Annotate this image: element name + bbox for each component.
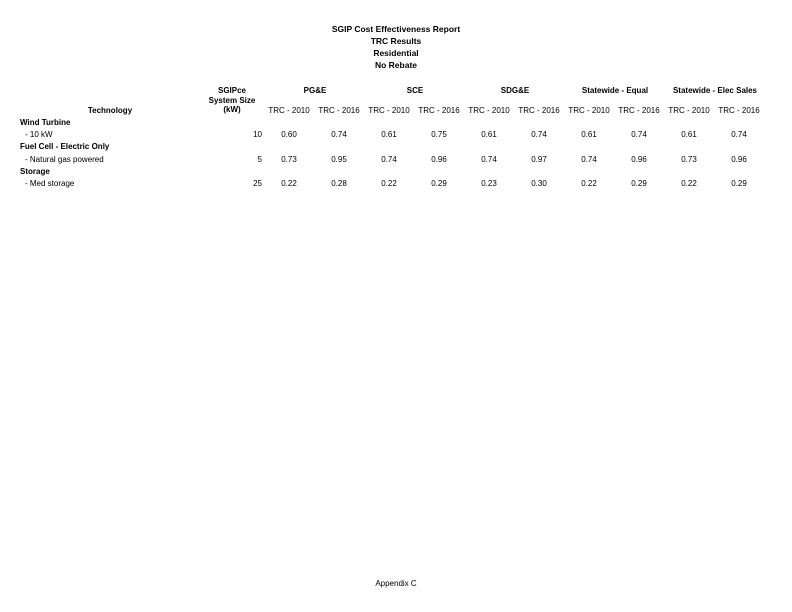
value-cell: 0.73 bbox=[281, 155, 297, 164]
item-med-storage: - Med storage bbox=[25, 179, 75, 188]
value-cell: 0.23 bbox=[481, 179, 497, 188]
value-cell: 0.28 bbox=[331, 179, 347, 188]
value-cell: 0.74 bbox=[631, 130, 647, 139]
item-10kw: - 10 kW bbox=[25, 130, 53, 139]
category-fuel-cell: Fuel Cell - Electric Only bbox=[20, 142, 110, 151]
page-footer: Appendix C bbox=[375, 579, 417, 588]
value-cell: 0.29 bbox=[731, 179, 747, 188]
value-cell: 0.96 bbox=[631, 155, 647, 164]
col-header-elec-2010: TRC - 2010 bbox=[668, 106, 710, 115]
value-cell: 0.61 bbox=[681, 130, 697, 139]
value-cell: 0.74 bbox=[531, 130, 547, 139]
value-cell: 0.74 bbox=[481, 155, 497, 164]
report-subtitle: TRC Results bbox=[370, 36, 422, 46]
value-cell: 0.61 bbox=[481, 130, 497, 139]
report-title-block bbox=[0, 23, 792, 71]
value-cell: 0.96 bbox=[431, 155, 447, 164]
value-cell: 0.61 bbox=[381, 130, 397, 139]
size-header-line-1: SGIPce bbox=[217, 86, 246, 95]
group-header-pge: PG&E bbox=[303, 86, 327, 95]
group-header-statewide-elec-sales: Statewide - Elec Sales bbox=[672, 86, 758, 95]
group-header-sdge: SDG&E bbox=[500, 86, 530, 95]
value-cell: 0.74 bbox=[581, 155, 597, 164]
category-wind-turbine: Wind Turbine bbox=[20, 118, 71, 127]
value-cell: 0.97 bbox=[531, 155, 547, 164]
value-cell: 0.73 bbox=[681, 155, 697, 164]
col-header-equal-2016: TRC - 2016 bbox=[618, 106, 660, 115]
col-header-equal-2010: TRC - 2010 bbox=[568, 106, 610, 115]
item-natural-gas: - Natural gas powered bbox=[25, 155, 104, 164]
technology-header: Technology bbox=[87, 106, 133, 115]
group-header-sce: SCE bbox=[406, 86, 424, 95]
size-header-line-3: (kW) bbox=[223, 105, 241, 114]
size-header bbox=[200, 86, 264, 115]
size-cell: 5 bbox=[257, 155, 262, 164]
category-storage: Storage bbox=[20, 167, 50, 176]
report-scenario: No Rebate bbox=[374, 60, 418, 70]
value-cell: 0.95 bbox=[331, 155, 347, 164]
value-cell: 0.61 bbox=[581, 130, 597, 139]
col-header-sce-2016: TRC - 2016 bbox=[418, 106, 460, 115]
value-cell: 0.22 bbox=[681, 179, 697, 188]
size-cell: 25 bbox=[253, 179, 262, 188]
col-header-sdge-2010: TRC - 2010 bbox=[468, 106, 510, 115]
value-cell: 0.29 bbox=[431, 179, 447, 188]
value-cell: 0.74 bbox=[381, 155, 397, 164]
value-cell: 0.22 bbox=[581, 179, 597, 188]
size-cell: 10 bbox=[253, 130, 262, 139]
col-header-pge-2010: TRC - 2010 bbox=[268, 106, 310, 115]
value-cell: 0.29 bbox=[631, 179, 647, 188]
col-header-sdge-2016: TRC - 2016 bbox=[518, 106, 560, 115]
group-header-statewide-equal: Statewide - Equal bbox=[581, 86, 649, 95]
size-header-line-2: System Size bbox=[208, 95, 256, 105]
col-header-elec-2016: TRC - 2016 bbox=[718, 106, 760, 115]
value-cell: 0.74 bbox=[731, 130, 747, 139]
col-header-pge-2016: TRC - 2016 bbox=[318, 106, 360, 115]
value-cell: 0.75 bbox=[431, 130, 447, 139]
value-cell: 0.96 bbox=[731, 155, 747, 164]
value-cell: 0.60 bbox=[281, 130, 297, 139]
report-segment: Residential bbox=[373, 48, 419, 58]
value-cell: 0.30 bbox=[531, 179, 547, 188]
value-cell: 0.74 bbox=[331, 130, 347, 139]
value-cell: 0.22 bbox=[281, 179, 297, 188]
col-header-sce-2010: TRC - 2010 bbox=[368, 106, 410, 115]
value-cell: 0.22 bbox=[381, 179, 397, 188]
report-title: SGIP Cost Effectiveness Report bbox=[331, 24, 461, 34]
